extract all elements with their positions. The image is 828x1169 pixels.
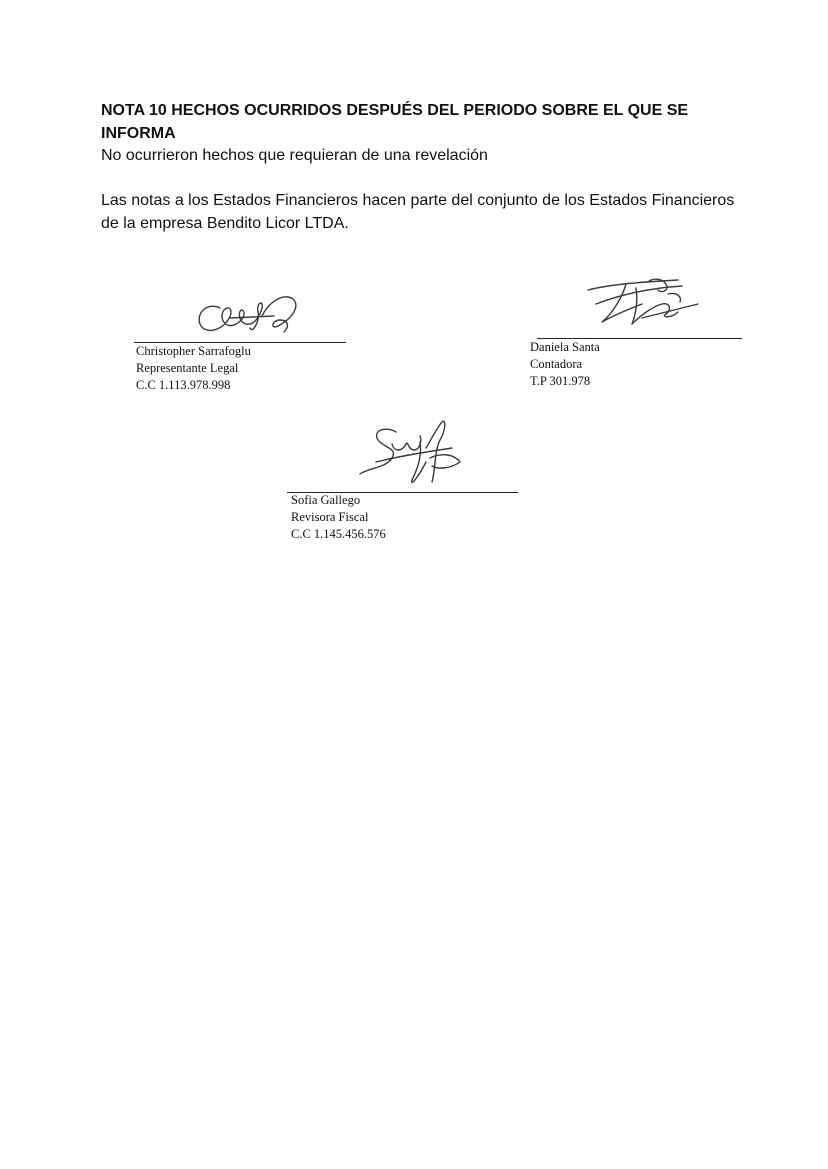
signatory-id: C.C 1.145.456.576 bbox=[291, 527, 386, 541]
signatory-name: Daniela Santa bbox=[530, 340, 600, 354]
handwritten-signature-legal-representative bbox=[190, 290, 310, 342]
closing-text: Las notas a los Estados Financieros hacen parte del conjunto de los Estados Financieros de la empresa Bendito Licor LTDA. bbox=[101, 192, 735, 232]
note-title: NOTA 10 HECHOS OCURRIDOS DESPUÉS DEL PERIODO SOBRE EL QUE SE INFORMA bbox=[101, 102, 689, 142]
signatory-id: C.C 1.113.978.998 bbox=[136, 378, 231, 392]
signatory-details-accountant bbox=[530, 339, 600, 390]
signatory-role: Representante Legal bbox=[136, 361, 239, 375]
signatory-role: Revisora Fiscal bbox=[291, 510, 369, 524]
signatory-role: Contadora bbox=[530, 357, 583, 371]
signatory-details-legal-representative bbox=[136, 343, 251, 394]
handwritten-signature-statutory-auditor bbox=[356, 418, 468, 490]
note-text: No ocurrieron hechos que requieran de una revelación bbox=[101, 147, 488, 164]
signatory-name: Sofia Gallego bbox=[291, 493, 361, 507]
handwritten-signature-accountant bbox=[582, 274, 704, 330]
signatory-name: Christopher Sarrafoglu bbox=[136, 344, 251, 358]
signatory-details-statutory-auditor bbox=[291, 492, 386, 543]
signatory-id: T.P 301.978 bbox=[530, 374, 591, 388]
